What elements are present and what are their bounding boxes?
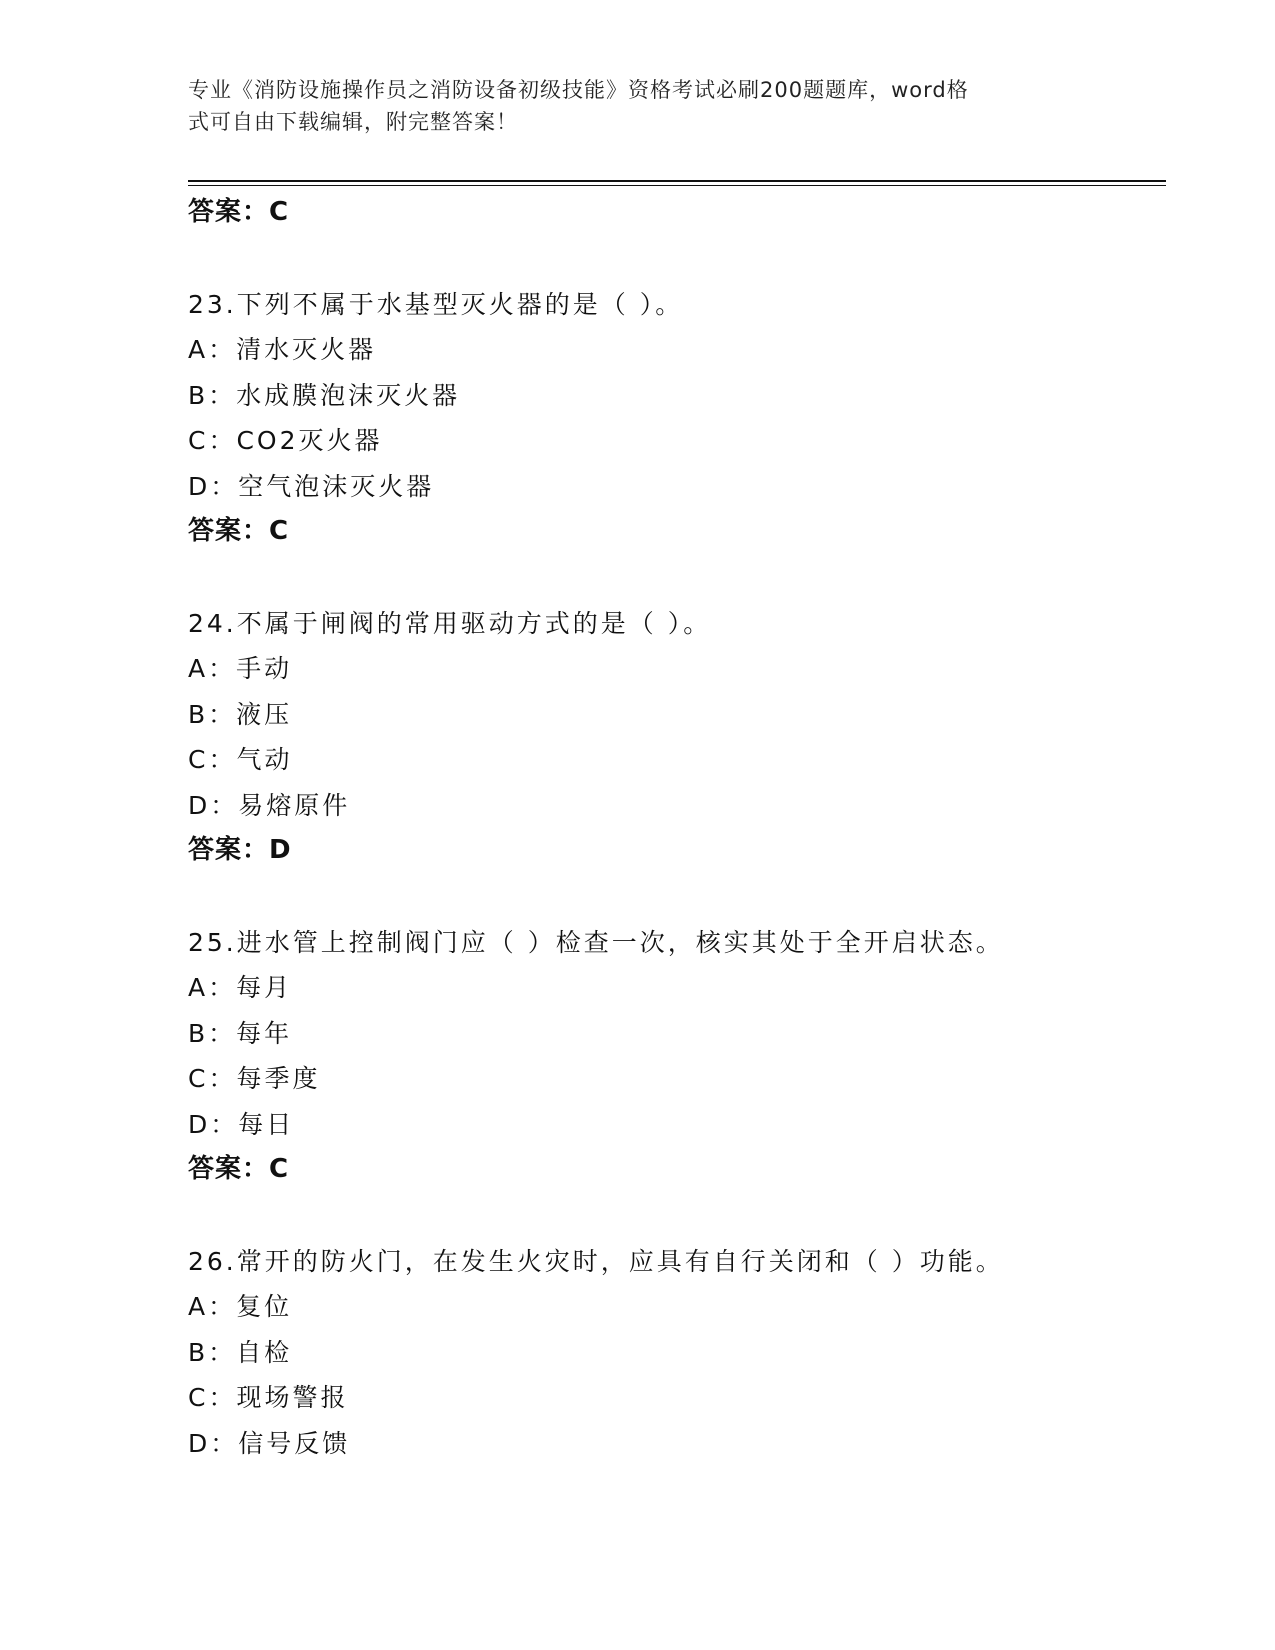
option-d: D：信号反馈 <box>188 1428 351 1458</box>
option-b: B：水成膜泡沫灭火器 <box>188 380 461 410</box>
option-b: B：液压 <box>188 699 293 729</box>
question-stem: 24.不属于闸阀的常用驱动方式的是（ ）。 <box>188 608 712 638</box>
document-header <box>188 74 1088 138</box>
option-a: A：每月 <box>188 973 293 1002</box>
option-b: B：自检 <box>188 1337 293 1367</box>
option-d: D：每日 <box>188 1109 295 1139</box>
header-line-2: 式可自由下载编辑，附完整答案！ <box>188 110 518 134</box>
spacer <box>188 1193 1168 1239</box>
question-stem: 26.常开的防火门，在发生火灾时，应具有自行关闭和（ ）功能。 <box>188 1246 1004 1276</box>
question-23 <box>188 282 1168 555</box>
header-divider-thick <box>188 180 1166 182</box>
question-stem: 23.下列不属于水基型灭火器的是（ ）。 <box>188 289 684 319</box>
question-26 <box>188 1239 1168 1467</box>
option-a: A：复位 <box>188 1292 293 1321</box>
option-c: C：气动 <box>188 745 293 774</box>
question-stem: 25.进水管上控制阀门应（ ）检查一次，核实其处于全开启状态。 <box>188 927 1004 957</box>
spacer <box>188 555 1168 601</box>
option-d: D：空气泡沫灭火器 <box>188 471 435 501</box>
question-24 <box>188 601 1168 874</box>
question-answer: 答案：D <box>188 835 292 865</box>
header-line-1: 专业《消防设施操作员之消防设备初级技能》资格考试必刷200题题库，word格 <box>188 78 969 102</box>
option-d: D：易熔原件 <box>188 790 351 820</box>
question-answer: 答案：C <box>188 516 290 546</box>
option-b: B：每年 <box>188 1018 293 1048</box>
spacer <box>188 874 1168 920</box>
option-c: C：CO2灭火器 <box>188 426 383 455</box>
option-c: C：现场警报 <box>188 1383 349 1412</box>
spacer <box>188 236 1168 282</box>
option-a: A：手动 <box>188 654 293 683</box>
question-list <box>188 190 1168 1466</box>
option-c: C：每季度 <box>188 1064 321 1093</box>
option-a: A：清水灭火器 <box>188 335 377 364</box>
question-25 <box>188 920 1168 1193</box>
previous-answer: 答案：C <box>188 197 290 227</box>
question-answer: 答案：C <box>188 1154 290 1184</box>
header-divider-thin <box>188 185 1166 186</box>
